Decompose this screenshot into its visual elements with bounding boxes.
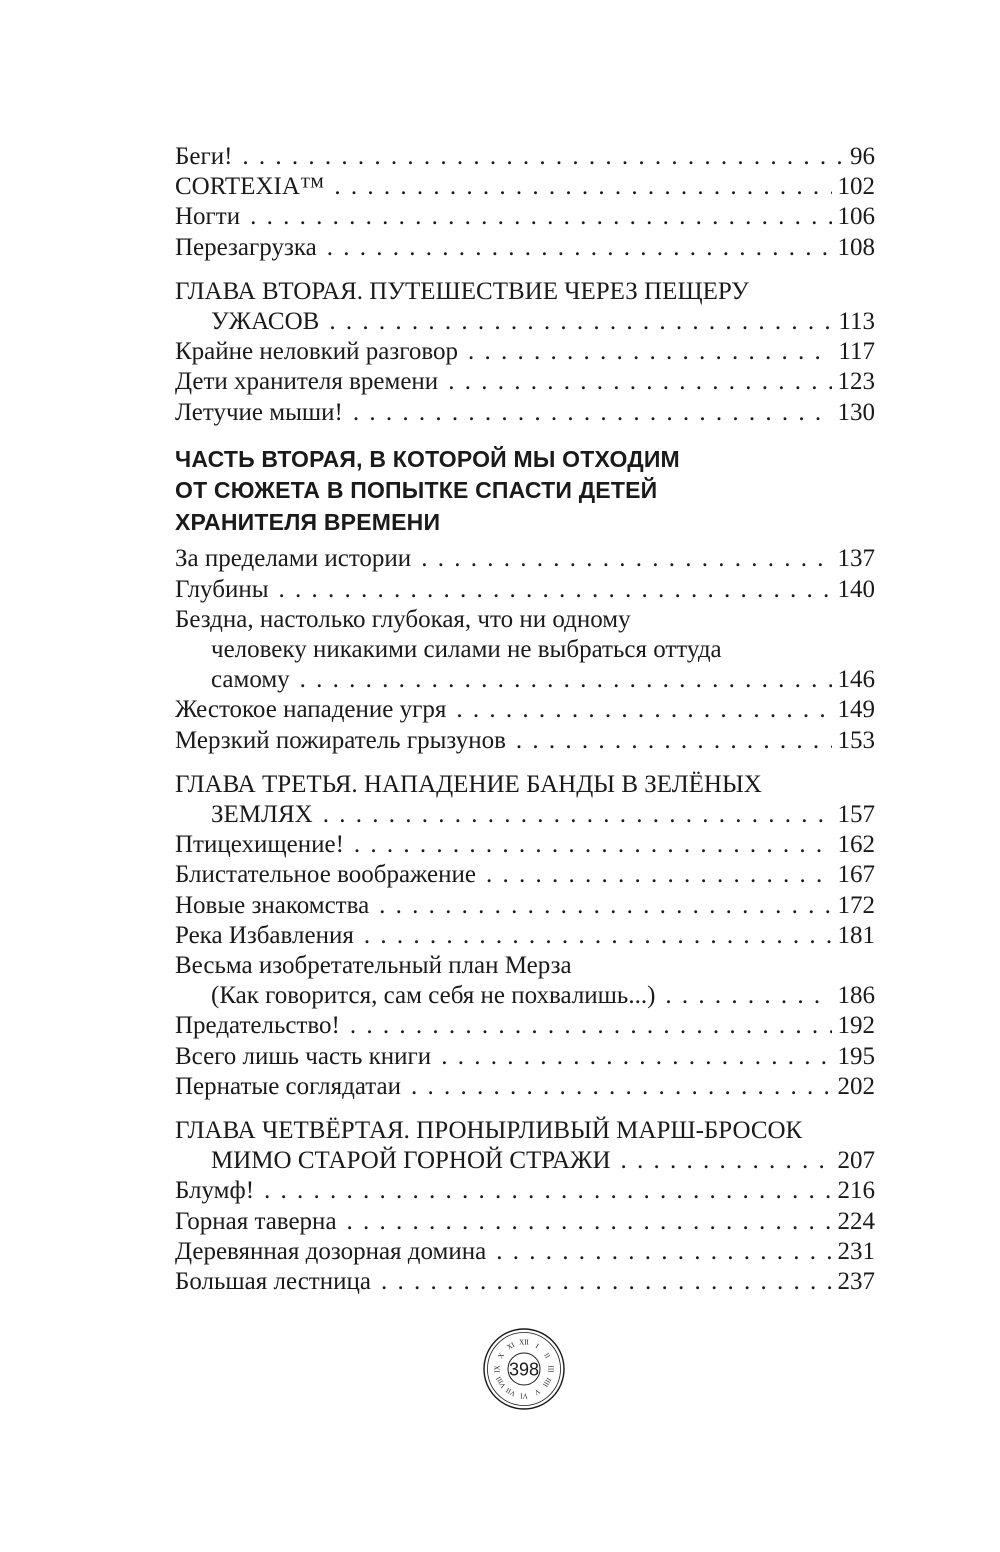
dot-leader bbox=[621, 1146, 832, 1176]
toc-entry bbox=[175, 233, 875, 263]
dot-leader bbox=[279, 575, 832, 605]
toc-entry-title-continued: МИМО СТАРОЙ ГОРНОЙ СТРАЖИ bbox=[211, 1147, 611, 1175]
toc-entry bbox=[175, 1011, 875, 1041]
dot-leader bbox=[242, 142, 844, 172]
table-of-contents bbox=[175, 142, 875, 1297]
toc-page-number: 186 bbox=[837, 982, 875, 1010]
dot-leader bbox=[468, 337, 832, 367]
toc-page-number: 157 bbox=[837, 800, 875, 828]
toc-entry bbox=[175, 951, 875, 1011]
toc-entry-title: ГЛАВА ТРЕТЬЯ. НАПАДЕНИЕ БАНДЫ В ЗЕЛЁНЫХ bbox=[175, 770, 762, 798]
dot-leader bbox=[456, 695, 831, 725]
toc-page-number: 216 bbox=[837, 1177, 875, 1205]
toc-entry-title: ГЛАВА ВТОРАЯ. ПУТЕШЕСТВИЕ ЧЕРЕЗ ПЕЩЕРУ bbox=[175, 277, 749, 305]
toc-page-number: 167 bbox=[837, 861, 875, 889]
clock-numeral: VI bbox=[520, 1391, 528, 1400]
dot-leader bbox=[329, 307, 832, 337]
clock-numeral: XI bbox=[505, 1340, 517, 1352]
toc-page-number: 162 bbox=[837, 831, 875, 859]
dot-leader bbox=[327, 233, 832, 263]
dot-leader bbox=[448, 367, 831, 397]
toc-entry bbox=[175, 202, 875, 232]
toc-entry-title: Весьма изобретательный план Мерза bbox=[175, 951, 572, 979]
toc-entry-title: Предательство! bbox=[175, 1012, 340, 1040]
dot-leader bbox=[323, 800, 832, 830]
toc-page-number: 146 bbox=[837, 666, 875, 694]
toc-page-number: 106 bbox=[837, 203, 875, 231]
dot-leader bbox=[364, 921, 832, 951]
dot-leader bbox=[665, 981, 831, 1011]
toc-entry bbox=[175, 921, 875, 951]
toc-page-number: 172 bbox=[837, 891, 875, 919]
toc-entry-title: Перезагрузка bbox=[175, 233, 317, 261]
toc-page-number: 237 bbox=[837, 1268, 875, 1295]
dot-leader bbox=[441, 1042, 831, 1072]
toc-entry-title-continued: (Как говорится, сам себя не похвалишь...) bbox=[211, 982, 656, 1010]
part-heading-line: ХРАНИТЕЛЯ ВРЕМЕНИ bbox=[175, 508, 441, 535]
toc-entry bbox=[175, 726, 875, 756]
toc-entry-title: Всего лишь часть книги bbox=[175, 1042, 432, 1070]
toc-entry-title: Бездна, настолько глубокая, что ни одному bbox=[175, 605, 631, 633]
toc-page-number: 113 bbox=[838, 308, 875, 336]
toc-chapter-entry bbox=[175, 770, 875, 830]
toc-entry-title: Жестокое нападение угря bbox=[175, 696, 447, 724]
dot-leader bbox=[381, 1267, 832, 1297]
page-number: 398 bbox=[508, 1359, 540, 1380]
toc-entry bbox=[175, 830, 875, 860]
dot-leader bbox=[379, 891, 831, 921]
toc-entry bbox=[175, 367, 875, 397]
toc-entry-title: Мерзкий пожиратель грызунов bbox=[175, 726, 506, 754]
clock-numeral: III bbox=[546, 1365, 555, 1373]
toc-entry bbox=[175, 605, 875, 696]
toc-entry-title: Река Избавления bbox=[175, 921, 354, 949]
dot-leader bbox=[347, 1207, 832, 1237]
toc-entry bbox=[175, 575, 875, 605]
dot-leader bbox=[496, 1237, 831, 1267]
dot-leader bbox=[353, 398, 832, 428]
toc-entry bbox=[175, 337, 875, 367]
toc-entry bbox=[175, 1072, 875, 1102]
toc-entry bbox=[175, 1207, 875, 1237]
toc-page-number: 123 bbox=[837, 368, 875, 396]
dot-leader bbox=[516, 726, 832, 756]
toc-entry bbox=[175, 172, 875, 202]
toc-page-number: 117 bbox=[838, 338, 875, 366]
dot-leader bbox=[354, 830, 832, 860]
toc-entry bbox=[175, 398, 875, 428]
toc-page-number: 130 bbox=[837, 398, 875, 426]
toc-page-number: 202 bbox=[837, 1072, 875, 1100]
clock-numeral: VIII bbox=[494, 1374, 508, 1390]
toc-page-number: 137 bbox=[837, 545, 875, 573]
dot-leader bbox=[421, 544, 831, 574]
toc-entry-title-continued: УЖАСОВ bbox=[211, 308, 320, 336]
toc-entry-title: За пределами истории bbox=[175, 545, 412, 573]
toc-page-number: 108 bbox=[837, 233, 875, 261]
toc-entry-title: Пернатые соглядатаи bbox=[175, 1072, 401, 1100]
toc-entry-title: Горная таверна bbox=[175, 1207, 337, 1235]
toc-entry bbox=[175, 891, 875, 921]
toc-page-number: 96 bbox=[850, 143, 875, 170]
toc-entry-title: Блумф! bbox=[175, 1177, 255, 1205]
clock-numeral: VII bbox=[504, 1385, 518, 1398]
toc-chapter-entry bbox=[175, 1116, 875, 1176]
clock-numeral: V bbox=[533, 1387, 542, 1397]
toc-entry-title: Ногти bbox=[175, 203, 241, 231]
toc-entry-title: CORTEXIA™ bbox=[175, 173, 325, 201]
dot-leader bbox=[300, 665, 832, 695]
toc-entry-title: Птицехищение! bbox=[175, 831, 344, 859]
clock-numeral: I bbox=[534, 1342, 541, 1351]
toc-entry-title: Большая лестница bbox=[175, 1268, 371, 1295]
toc-entry-title: ГЛАВА ЧЕТВЁРТАЯ. ПРОНЫРЛИВЫЙ МАРШ-БРОСОК bbox=[175, 1116, 803, 1144]
clock-numeral: IIII bbox=[541, 1376, 553, 1389]
toc-entry-title: Новые знакомства bbox=[175, 891, 370, 919]
toc-entry-title: Блистательное воображение bbox=[175, 861, 476, 889]
toc-page-number: 192 bbox=[837, 1012, 875, 1040]
dot-leader bbox=[411, 1072, 832, 1102]
toc-page-number: 181 bbox=[837, 921, 875, 949]
toc-entry bbox=[175, 544, 875, 574]
toc-entry bbox=[175, 1176, 875, 1206]
toc-entry bbox=[175, 1237, 875, 1267]
part-heading-line: ОТ СЮЖЕТА В ПОПЫТКЕ СПАСТИ ДЕТЕЙ bbox=[175, 477, 658, 504]
toc-entry bbox=[175, 695, 875, 725]
toc-page-number: 224 bbox=[837, 1207, 875, 1235]
toc-entry bbox=[175, 860, 875, 890]
toc-page-number: 207 bbox=[837, 1147, 875, 1175]
dot-leader bbox=[334, 172, 831, 202]
clock-numeral: II bbox=[542, 1351, 552, 1360]
toc-entry-title: Деревянная дозорная домина bbox=[175, 1237, 487, 1265]
toc-page-number: 140 bbox=[837, 575, 875, 603]
clock-numeral: IX bbox=[493, 1365, 502, 1373]
toc-page-number: 149 bbox=[837, 696, 875, 724]
toc-entry-title: Беги! bbox=[175, 143, 233, 170]
toc-entry bbox=[175, 1267, 875, 1297]
toc-entry-title: Крайне неловкий разговор bbox=[175, 338, 459, 366]
toc-entry bbox=[175, 1042, 875, 1072]
dot-leader bbox=[486, 860, 832, 890]
clock-face-icon bbox=[482, 1327, 566, 1411]
dot-leader bbox=[350, 1011, 832, 1041]
toc-page-number: 195 bbox=[837, 1042, 875, 1070]
toc-page-number: 231 bbox=[837, 1237, 875, 1265]
toc-entry-title-continued: самому bbox=[211, 666, 290, 694]
toc-page-number: 102 bbox=[837, 173, 875, 201]
dot-leader bbox=[250, 202, 831, 232]
part-heading-line: ЧАСТЬ ВТОРАЯ, В КОТОРОЙ МЫ ОТХОДИМ bbox=[175, 445, 680, 472]
toc-entry-title: Летучие мыши! bbox=[175, 398, 343, 426]
toc-page-number: 153 bbox=[837, 726, 875, 754]
toc-chapter-entry bbox=[175, 277, 875, 337]
toc-entry-title: Глубины bbox=[175, 575, 269, 603]
toc-entry-title-continued: ЗЕМЛЯХ bbox=[211, 800, 313, 828]
toc-part-heading bbox=[175, 444, 875, 539]
toc-entry-title-continued: человеку никакими силами не выбраться оттуда bbox=[211, 635, 722, 663]
dot-leader bbox=[264, 1176, 831, 1206]
toc-entry-title: Дети хранителя времени bbox=[175, 368, 439, 396]
toc-entry bbox=[175, 142, 875, 172]
clock-numeral: XII bbox=[519, 1338, 529, 1347]
clock-numeral: X bbox=[496, 1351, 506, 1360]
